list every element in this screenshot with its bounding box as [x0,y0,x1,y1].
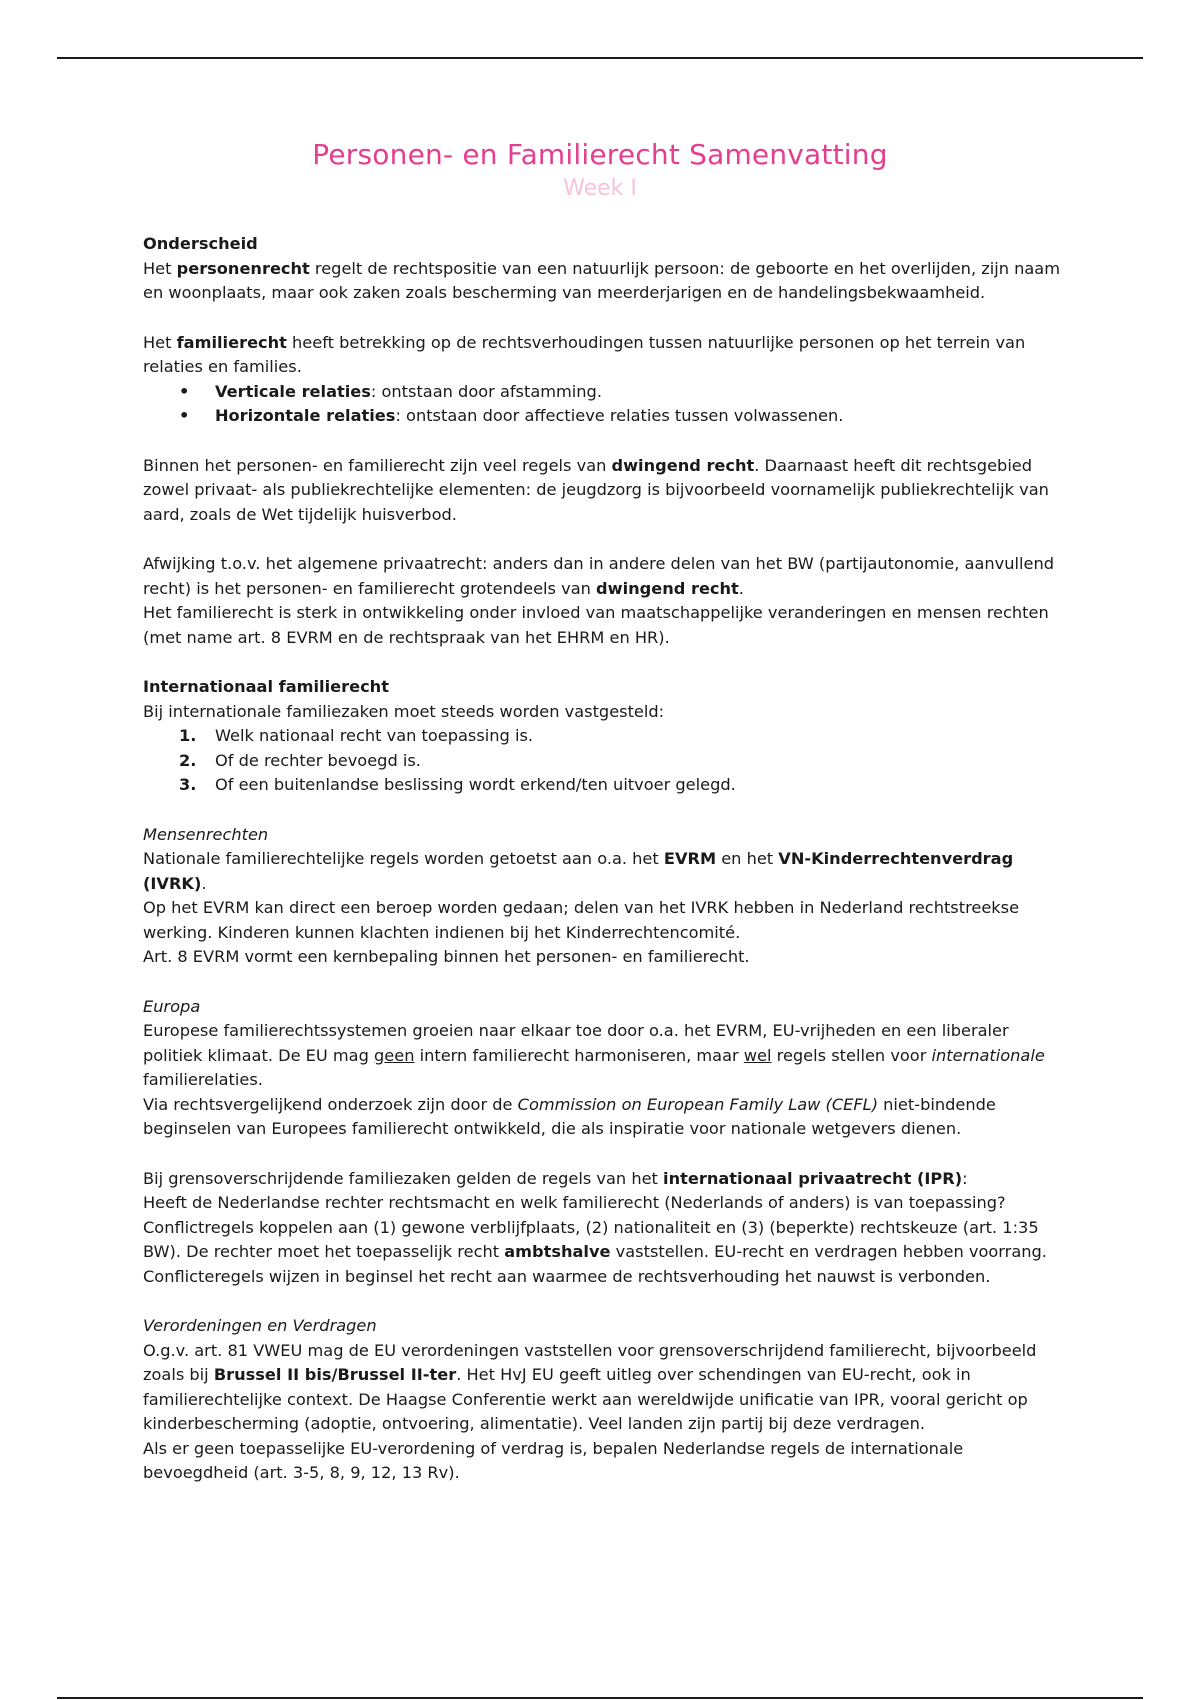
relaties-list [143,380,1063,429]
paragraph-personenrecht: Het personenrecht regelt de rechtspositie van een natuurlijk persoon: de geboorte en het overlijden, zijn naam en woonplaats, maar ook zaken zoals bescherming van meerderjarigen en de handelingsbekwaamheid. [143,258,1060,302]
list-item: • Verticale relaties: ontstaan door afstamming. [143,380,1063,405]
top-rule [57,57,1143,59]
paragraph-europa-cefl: Via rechtsvergelijkend onderzoek zijn door de Commission on European Family Law (CEFL) niet-bindende beginselen van Europees familierecht ontwikkeld, die als inspiratie voor nationale wetgevers dienen. [143,1094,996,1138]
document-body [143,232,1063,1486]
heading-onderscheid: Onderscheid [143,234,258,253]
heading-europa: Europa [143,996,201,1016]
paragraph-verordeningen-bevoegdheid: Als er geen toepasselijke EU-verordening of verdrag is, bepalen Nederlandse regels de internationale bevoegdheid (art. 3-5, 8, 9, 12, 13 Rv). [143,1438,964,1482]
paragraph-verordeningen-vweu: O.g.v. art. 81 VWEU mag de EU verordeningen vaststellen voor grensoverschrijdend familierecht, bijvoorbeeld zoals bij Brussel II bis/Brussel II-ter. Het HvJ EU geeft uitleg over schendingen van EU-recht, ook in familierechtelijke context. De Haagse Conferentie werkt aan wereldwijde unificatie van IPR, vooral gericht op kinderbescherming (adoptie, ontvoering, alimentatie). Veel landen zijn partij bij deze verdragen. [143,1340,1037,1433]
paragraph-mensenrechten-toetsing: Nationale familierechtelijke regels worden getoetst aan o.a. het EVRM en het VN-Kinderrechtenverdrag (IVRK). [143,849,1014,893]
paragraph-ipr-nauwst: Conflicteregels wijzen in beginsel het recht aan waarmee de rechtsverhouding het nauwst is verbonden. [143,1266,991,1286]
list-item: 3. Of een buitenlandse beslissing wordt erkend/ten uitvoer gelegd. [179,775,736,794]
heading-verordeningen: Verordeningen en Verdragen [143,1316,377,1335]
bottom-rule [57,1697,1143,1699]
paragraph-dwingend-recht: Binnen het personen- en familierecht zijn veel regels van dwingend recht. Daarnaast heeft dit rechtsgebied zowel privaat- als publiekrechtelijke elementen: de jeugdzorg is bijvoorbeeld voornamelijk publiekrechtelijk van aard, zoals de Wet tijdelijk huisverbod. [143,455,1049,524]
heading-internationaal: Internationaal familierecht [143,677,389,696]
paragraph-familierecht: Het familierecht heeft betrekking op de rechtsverhoudingen tussen natuurlijke personen op het terrein van relaties en families. [143,332,1026,376]
document-title: Personen- en Familierecht Samenvatting [312,138,888,171]
paragraph-internationaal-intro: Bij internationale familiezaken moet steeds worden vastgesteld: [143,701,665,721]
heading-mensenrechten: Mensenrechten [143,824,269,844]
paragraph-europa-harmonisatie: Europese familierechtssystemen groeien naar elkaar toe door o.a. het EVRM, EU-vrijheden en een liberaler politiek klimaat. De EU mag geen intern familierecht harmoniseren, maar wel regels stellen voor internationale familierelaties. [143,1021,1045,1089]
paragraph-mensenrechten-art8: Art. 8 EVRM vormt een kernbepaling binnen het personen- en familierecht. [143,947,750,966]
document-subtitle: Week I [563,176,637,201]
paragraph-ontwikkeling: Het familierecht is sterk in ontwikkeling onder invloed van maatschappelijke veranderingen en mensen rechten (met name art. 8 EVRM en de rechtspraak van het EHRM en HR). [143,603,1049,647]
vaststelling-list [143,724,1063,798]
paragraph-ipr-conflictregels: Conflictregels koppelen aan (1) gewone verblijfplaats, (2) nationaliteit en (3) (beperkte) rechtskeuze (art. 1:35 BW). De rechter moet het toepasselijk recht ambtshalve vaststellen. EU-recht en verdragen hebben voorrang. [143,1217,1047,1261]
paragraph-mensenrechten-werking: Op het EVRM kan direct een beroep worden gedaan; delen van het IVRK hebben in Nederland rechtstreekse werking. Kinderen kunnen klachten indienen bij het Kinderrechtencomité. [143,898,1020,942]
list-item: • Horizontale relaties: ontstaan door affectieve relaties tussen volwassenen. [143,404,1063,429]
paragraph-ipr-intro: Bij grensoverschrijdende familiezaken gelden de regels van het internationaal privaatrecht (IPR): [143,1168,968,1188]
paragraph-ipr-vraag: Heeft de Nederlandse rechter rechtsmacht en welk familierecht (Nederlands of anders) is van toepassing? [143,1193,1006,1212]
list-item: 1. Welk nationaal recht van toepassing is. [179,726,534,745]
paragraph-afwijking: Afwijking t.o.v. het algemene privaatrecht: anders dan in andere delen van het BW (partijautonomie, aanvullend recht) is het personen- en familierecht grotendeels van dwingend recht. [143,554,1054,598]
list-item: 2. Of de rechter bevoegd is. [179,750,421,770]
